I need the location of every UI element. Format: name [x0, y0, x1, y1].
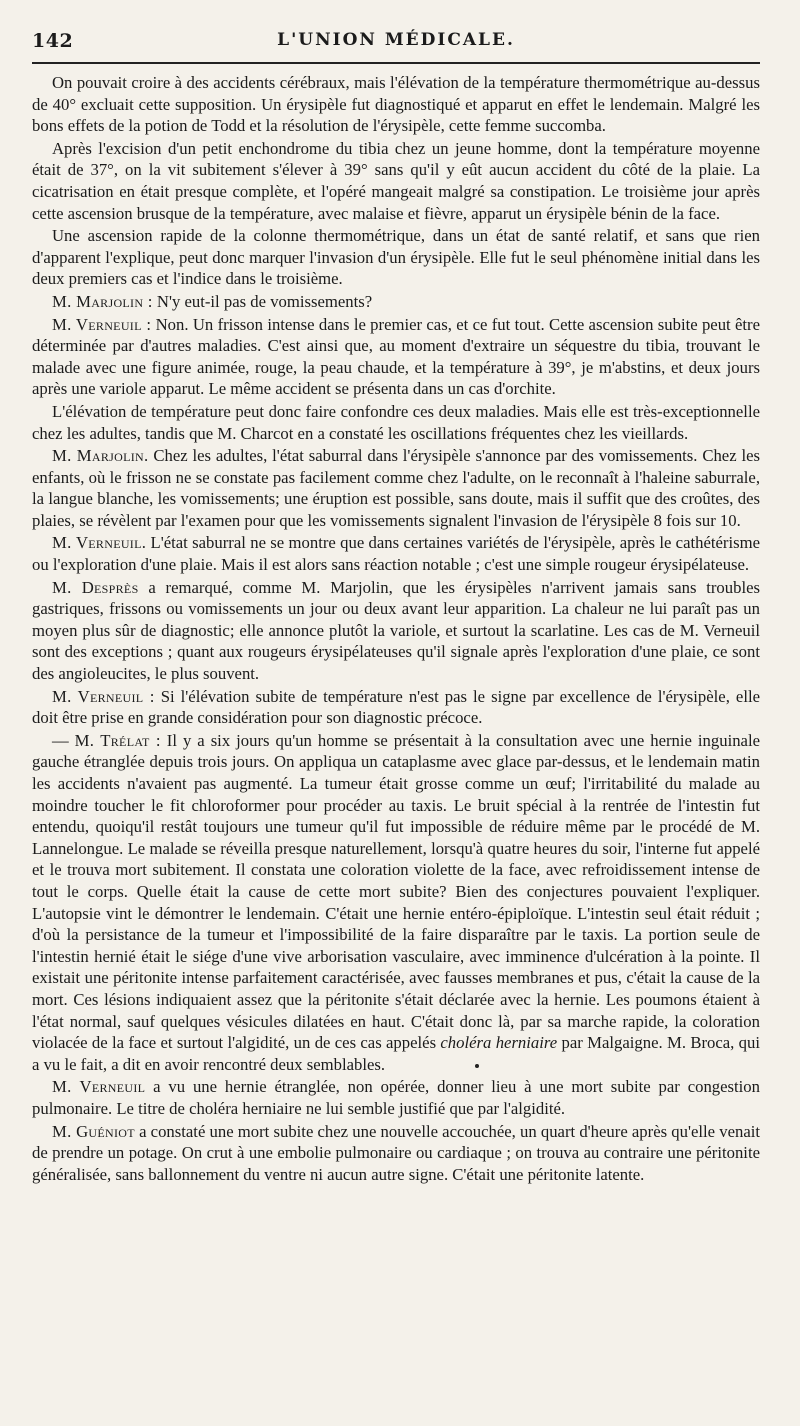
article-body [32, 72, 760, 1185]
speaker: M. Marjolin. [52, 446, 149, 466]
stray-dot [475, 1064, 479, 1068]
paragraph: Après l'excision d'un petit enchondrome du tibia chez un jeune homme, dont la température moyenne était de 37°, on la vit subitement s'élever à 39° sans qu'il y eût aucun accident du côté de la plaie. La cicatrisation en était presque complète, et l'opéré mangeait malgré sa constipation. Le troisième jour après cette ascension brusque de la température, avec malaise et fièvre, apparut un érysipèle bénin de la face. [32, 138, 760, 223]
speaker: M. Trélat : [74, 730, 161, 750]
paragraph: M. Guéniot a constaté une mort subite chez une nouvelle accouchée, un quart d'heure après qu'elle venait de prendre un potage. On crut à une embolie pulmonaire ou cardiaque ; on trouva au contraire une péritonite généralisée, sans ballonnement du ventre ni aucun autre signe. C'était une péritonite latente. [32, 1121, 761, 1184]
paragraph: Une ascension rapide de la colonne thermométrique, dans un état de santé relatif, et sans que rien d'apparent l'explique, peut donc marquer l'invasion d'un érysipèle. Elle fut le seul phénomène initial dans les deux premiers cas et l'indice dans le troisième. [32, 226, 760, 289]
speaker: M. Desprès [52, 577, 139, 597]
paragraph: L'élévation de température peut donc faire confondre ces deux maladies. Mais elle est très-exceptionnelle chez les adultes, tandis que M. Charcot en a constaté les oscillations fréquentes chez les vieillards. [32, 401, 760, 443]
paragraph: — M. Trélat : Il y a six jours qu'un homme se présentait à la consultation avec une hernie inguinale gauche étranglée depuis trois jours. On appliqua un cataplasme avec glace par-dessus, et le lendemain matin les accidents n'avaient pas augmenté. La tumeur était grosse comme un œuf; l'irritabilité du malade au moindre toucher le fit chloroformer pour procéder au taxis. Le bruit spécial à la rentrée de l'intestin fut entendu, quoiqu'il restât toujours une tumeur qu'il fut impossible de réduire même par le procédé de M. Lannelongue. Le malade se réveilla presque naturellement, lorsqu'à quatre heures du soir, l'interne fut appelé et le trouva mort subitement. Il constata une coloration violette de la face, avec refroidissement intense de tout le corps. Quelle était la cause de cette mort subite? Bien des conjectures pouvaient l'expliquer. L'autopsie vint le démontrer le lendemain. C'était une hernie entéro-épiploïque. L'intestin seul était réduit ; d'où la persistance de la tumeur et l'impossibilité de la faire disparaître par le taxis. La portion seule de l'intestin hernié était le siége d'une vive arborisation vasculaire, avec imminence d'ulcération à la pointe. Il existait une péritonite intense parfaitement caractérisée, avec fausses membranes et pus, c'était la cause de la mort. Ces lésions indiquaient assez que la péritonite s'était déclarée avec la hernie. Les poumons étaient à l'état normal, sauf quelques vésicules dilatées en haut. C'était donc là, par sa marche rapide, la coloration violacée de la face et surtout l'algidité, un de ces cas appelés choléra herniaire par Malgaigne. M. Broca, qui a vu le fait, a dit en avoir rencontré deux semblables. [32, 730, 761, 1074]
italic-term: choléra herniaire [440, 1033, 558, 1053]
speaker: M. Verneuil [52, 1077, 146, 1097]
speaker: M. Verneuil : [52, 686, 155, 706]
speaker: M. Verneuil. [52, 533, 147, 553]
running-header [32, 26, 760, 60]
paragraph: M. Marjolin : N'y eut-il pas de vomissements? [52, 291, 373, 311]
paragraph: M. Verneuil a vu une hernie étranglée, non opérée, donner lieu à une mort subite par congestion pulmonaire. Le titre de choléra herniaire ne lui semble justifié que par l'algidité. [32, 1077, 760, 1118]
header-rule [32, 62, 760, 64]
journal-title: L'UNION MÉDICALE. [277, 30, 515, 50]
speaker: M. Guéniot [52, 1121, 135, 1141]
paragraph: M. Verneuil : Si l'élévation subite de température n'est pas le signe par excellence de l'érysipèle, elle doit être prise en grande considération pour son diagnostic précoce. [32, 686, 760, 728]
paragraph: M. Desprès a remarqué, comme M. Marjolin, que les érysipèles n'arrivent jamais sans troubles gastriques, frissons ou vomissements un jour ou deux avant leur apparition. La chaleur ne lui paraît pas un moyen plus sûr de diagnostic; elle annonce plutôt la variole, et surtout la scarlatine. Les cas de M. Verneuil sont des exceptions ; quant aux rougeurs érysipélateuses qu'il signale après l'exploration d'une plaie, ce sont des angioleucites, le plus souvent. [32, 577, 761, 684]
page-number: 142 [32, 30, 74, 52]
paragraph: M. Verneuil : Non. Un frisson intense dans le premier cas, et ce fut tout. Cette ascension subite peut être déterminée par d'autres maladies. C'est ainsi que, au moment d'extraire un séquestre du tibia, trouvant le malade avec une figure animée, rouge, la peau chaude, et la température à 39°, je m'abstins, et deux jours après une variole apparut. Le même accident se présenta dans un cas d'orchite. [32, 314, 761, 399]
paragraph: On pouvait croire à des accidents cérébraux, mais l'élévation de la température thermométrique au-dessus de 40° excluait cette supposition. Un érysipèle fut diagnostiqué et apparut en effet le lendemain. Malgré les bons effets de la potion de Todd et la résolution de l'érysipèle, cette femme succomba. [32, 73, 760, 136]
speaker: M. Verneuil : [52, 314, 152, 334]
paragraph: M. Marjolin. Chez les adultes, l'état saburral dans l'érysipèle s'annonce par des vomissements. Chez les enfants, où le frisson ne se constate pas facilement comme chez l'adulte, on le reconnaît à l'haleine saburrale, la langue blanche, les vomissements; une éruption est possible, sans doute, mais il suffit que des croûtes, des plaies, se révèlent par l'examen pour que les vomissements signalent l'invasion de l'érysipèle 8 fois sur 10. [32, 446, 761, 530]
paragraph: M. Verneuil. L'état saburral ne se montre que dans certaines variétés de l'érysipèle, après le cathétérisme ou l'exploration d'une plaie. Mais il est alors sans réaction notable ; c'est une simple rougeur érysipélateuse. [32, 533, 761, 575]
dash-prefix: — [52, 730, 75, 750]
speaker: M. Marjolin : [52, 291, 153, 311]
